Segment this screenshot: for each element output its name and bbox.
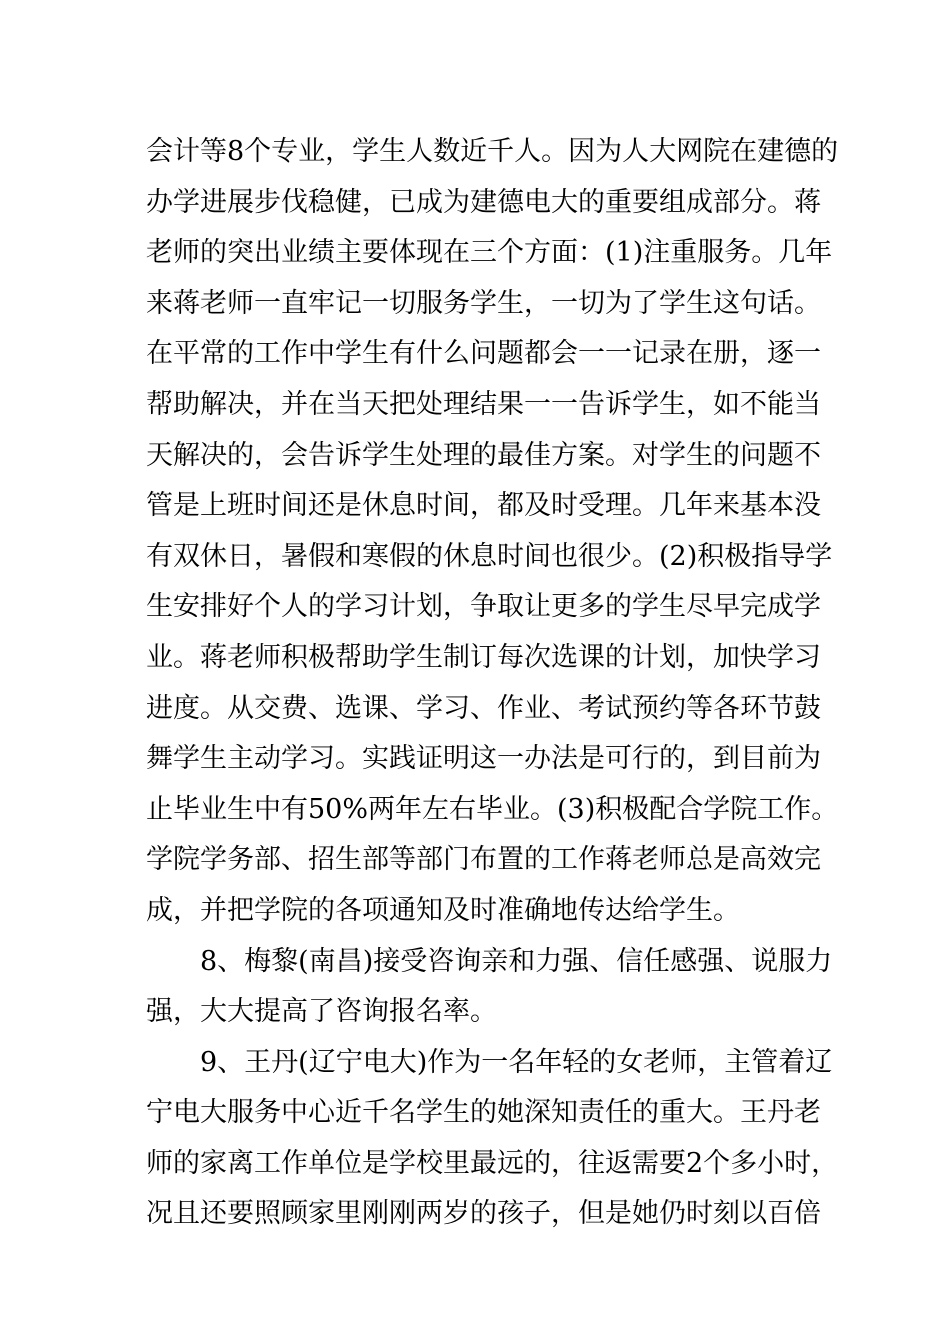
text-line: 有双休日，暑假和寒假的休息时间也很少。(2)积极指导学 [146, 540, 833, 572]
text-line: 成，并把学院的各项通知及时准确地传达给学生。 [146, 894, 740, 926]
text-line: 师的家离工作单位是学校里最远的，往返需要2个多小时， [146, 1147, 839, 1179]
text-line: 况且还要照顾家里刚刚两岁的孩子，但是她仍时刻以百倍 [146, 1198, 821, 1230]
text-line: 老师的突出业绩主要体现在三个方面：(1)注重服务。几年 [146, 237, 833, 269]
text-line: 生安排好个人的学习计划，争取让更多的学生尽早完成学 [146, 591, 821, 623]
document-body [146, 127, 839, 1240]
text-line: 办学进展步伐稳健，已成为建德电大的重要组成部分。蒋 [146, 186, 821, 218]
text-line: 8、梅黎(南昌)接受咨询亲和力强、信任感强、说服力 [200, 945, 833, 977]
text-line: 强，大大提高了咨询报名率。 [146, 996, 497, 1028]
text-line: 9、王丹(辽宁电大)作为一名年轻的女老师，主管着辽 [200, 1046, 833, 1078]
text-line: 管是上班时间还是休息时间，都及时受理。几年来基本没 [146, 490, 821, 522]
text-line: 会计等8个专业，学生人数近千人。因为人大网院在建德的 [146, 136, 839, 167]
text-line: 止毕业生中有50%两年左右毕业。(3)积极配合学院工作。 [146, 793, 839, 825]
text-line: 来蒋老师一直牢记一切服务学生，一切为了学生这句话。 [146, 287, 821, 319]
text-line: 在平常的工作中学生有什么问题都会一一记录在册，逐一 [146, 338, 821, 370]
text-line: 宁电大服务中心近千名学生的她深知责任的重大。王丹老 [146, 1097, 821, 1129]
text-line: 学院学务部、招生部等部门布置的工作蒋老师总是高效完 [146, 844, 821, 876]
text-line: 进度。从交费、选课、学习、作业、考试预约等各环节鼓 [146, 692, 821, 724]
text-line: 业。蒋老师积极帮助学生制订每次选课的计划，加快学习 [146, 641, 821, 673]
text-line: 帮助解决，并在当天把处理结果一一告诉学生，如不能当 [146, 388, 821, 420]
text-line: 舞学生主动学习。实践证明这一办法是可行的，到目前为 [146, 743, 821, 775]
text-line: 天解决的，会告诉学生处理的最佳方案。对学生的问题不 [146, 439, 821, 471]
